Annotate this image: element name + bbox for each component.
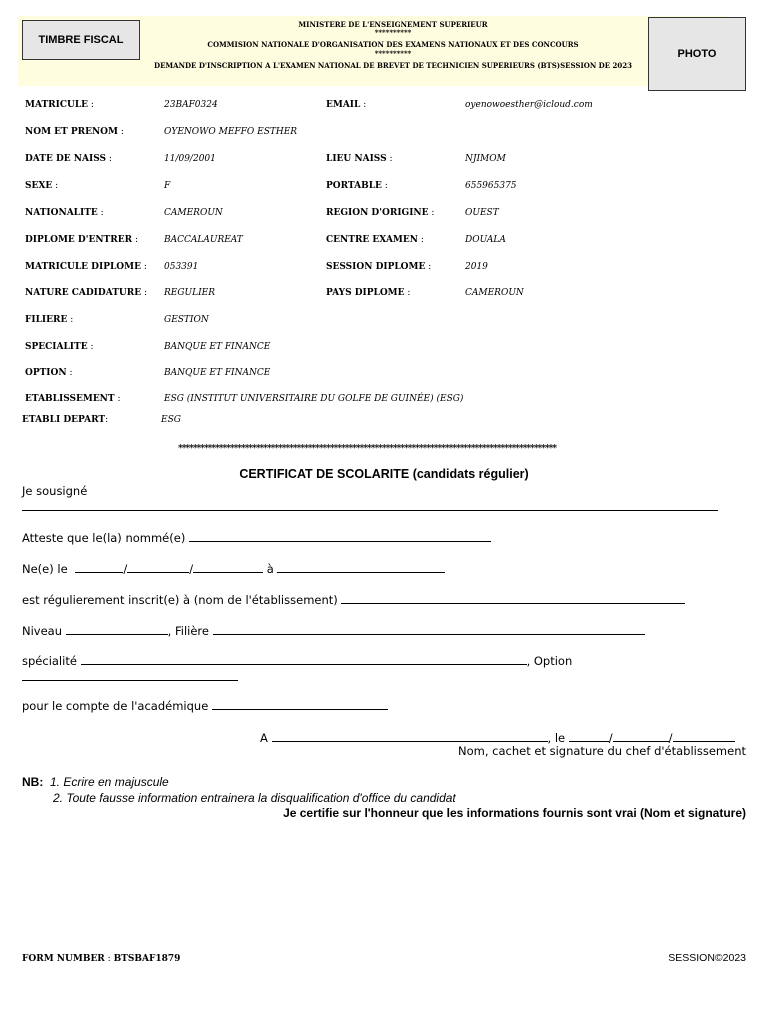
atteste-row <box>22 530 491 545</box>
je-sousigne-line <box>22 510 718 511</box>
sexe-value: F <box>164 181 171 191</box>
birth-day-line <box>75 561 123 573</box>
nb-item-2: 2. Toute fausse information entrainera la disqualification d'office du candidat <box>53 791 456 805</box>
etablissement-line <box>341 592 685 604</box>
niveau-row <box>22 623 645 638</box>
inscrit-label: est régulierement inscrit(e) à (nom de l'établissement) <box>22 593 338 607</box>
lieu-line <box>272 730 548 742</box>
niveau-label: Niveau <box>22 624 63 638</box>
diplome-entrer-label: DIPLOME D'ENTRER : <box>25 235 138 245</box>
separator-stars: ****************************************************************************************************** <box>178 444 557 454</box>
matricule-value: 23BAF0324 <box>164 100 218 110</box>
session-footer: SESSION©2023 <box>668 952 746 964</box>
specialite-row <box>22 653 572 668</box>
region-value: OUEST <box>465 208 499 218</box>
nature-label: NATURE CADIDATURE : <box>25 288 147 298</box>
commission-heading: COMMISION NATIONALE D'ORGANISATION DES EXAMENS NATIONAUX ET DES CONCOURS <box>207 40 579 49</box>
email-value: oyenowoesther@icloud.com <box>465 100 593 110</box>
sign-slash-1: / <box>608 731 613 745</box>
academique-line <box>212 698 388 710</box>
a-label: à <box>266 562 274 576</box>
je-sousigne-label: Je sousigné <box>22 484 88 498</box>
option-cert-label: , Option <box>526 654 573 668</box>
nationalite-label: NATIONALITE : <box>25 208 104 218</box>
specialite-cert-label: spécialité <box>22 654 77 668</box>
signature-caption: Nom, cachet et signature du chef d'établissement <box>458 744 746 758</box>
option-line <box>22 680 238 681</box>
photo-box <box>648 17 746 91</box>
timbre-fiscal-label: TIMBRE FISCAL <box>38 34 124 46</box>
session-diplome-label: SESSION DIPLOME : <box>326 262 432 272</box>
nom-value: OYENOWO MEFFO ESTHER <box>164 127 298 137</box>
etabli-depart-label: ETABLI DEPART: <box>22 415 109 425</box>
date-naiss-value: 11/09/2001 <box>164 154 216 164</box>
specialite-label: SPECIALITE : <box>25 342 94 352</box>
sign-month-line <box>613 730 669 742</box>
sexe-label: SEXE : <box>25 181 59 191</box>
compte-row <box>22 698 388 713</box>
nb-label: NB: <box>22 775 44 789</box>
sign-day-line <box>569 730 609 742</box>
nature-value: REGULIER <box>164 288 215 298</box>
birth-place-line <box>277 561 445 573</box>
session-diplome-value: 2019 <box>465 262 488 272</box>
certify-statement: Je certifie sur l'honneur que les informations fournis sont vrai (Nom et signature) <box>283 806 746 820</box>
nb-item-1: 1. Ecrire en majuscule <box>50 775 169 789</box>
etablissement-value: ESG (INSTITUT UNIVERSITAIRE DU GOLFE DE GUINÉE) (ESG) <box>164 394 464 404</box>
demand-heading: DEMANDE D'INSCRIPTION A L'EXAMEN NATIONAL DE BREVET DE TECHNICIEN SUPERIEURS (BTS)SESSION DE 2023 <box>154 61 632 70</box>
pays-diplome-value: CAMEROUN <box>465 288 524 298</box>
specialite-value: BANQUE ET FINANCE <box>164 342 271 352</box>
timbre-fiscal-box <box>22 20 140 60</box>
filiere-label: FILIERE : <box>25 315 74 325</box>
centre-examen-value: DOUALA <box>465 235 506 245</box>
etabli-depart-value: ESG <box>161 415 181 425</box>
compte-label: pour le compte de l'académique <box>22 699 209 713</box>
specialite-line <box>81 653 527 665</box>
atteste-label: Atteste que le(la) nommé(e) <box>22 531 186 545</box>
header-stars-2: ********** <box>374 49 412 58</box>
diplome-entrer-value: BACCALAUREAT <box>164 235 243 245</box>
nationalite-value: CAMEROUN <box>164 208 223 218</box>
nom-label: NOM ET PRENOM : <box>25 127 124 137</box>
certificate-title: CERTIFICAT DE SCOLARITE (candidats régulier) <box>239 467 529 481</box>
option-value: BANQUE ET FINANCE <box>164 368 271 378</box>
filiere-cert-label: , Filière <box>167 624 209 638</box>
matricule-label: MATRICULE : <box>25 100 94 110</box>
birth-month-line <box>127 561 189 573</box>
birth-slash-1: / <box>123 562 128 576</box>
sign-slash-2: / <box>668 731 673 745</box>
email-label: EMAIL : <box>326 100 367 110</box>
niveau-line <box>66 623 168 635</box>
ministry-heading: MINISTERE DE L'ENSEIGNEMENT SUPERIEUR <box>298 20 488 29</box>
lieu-date-row <box>260 730 735 745</box>
ne-le-label: Ne(e) le <box>22 562 68 576</box>
atteste-name-line <box>189 530 491 542</box>
option-label: OPTION : <box>25 368 73 378</box>
form-number: FORM NUMBER : BTSBAF1879 <box>22 954 181 964</box>
portable-label: PORTABLE : <box>326 181 388 191</box>
filiere-value: GESTION <box>164 315 209 325</box>
sign-year-line <box>673 730 735 742</box>
lieu-a-label: A <box>260 731 268 745</box>
birth-slash-2: / <box>189 562 194 576</box>
etablissement-label: ETABLISSEMENT : <box>25 394 121 404</box>
region-label: REGION D'ORIGINE : <box>326 208 435 218</box>
le-label: , le <box>547 731 566 745</box>
lieu-naiss-value: NJIMOM <box>465 154 506 164</box>
matricule-diplome-label: MATRICULE DIPLOME : <box>25 262 147 272</box>
ne-le-row <box>22 561 445 576</box>
birth-year-line <box>193 561 263 573</box>
matricule-diplome-value: 053391 <box>164 262 199 272</box>
header-stars-1: ********** <box>374 28 412 37</box>
pays-diplome-label: PAYS DIPLOME : <box>326 288 411 298</box>
filiere-line <box>213 623 645 635</box>
date-naiss-label: DATE DE NAISS : <box>25 154 112 164</box>
lieu-naiss-label: LIEU NAISS : <box>326 154 393 164</box>
centre-examen-label: CENTRE EXAMEN : <box>326 235 424 245</box>
portable-value: 655965375 <box>465 181 517 191</box>
inscrit-row <box>22 592 685 607</box>
photo-label: PHOTO <box>677 48 717 60</box>
